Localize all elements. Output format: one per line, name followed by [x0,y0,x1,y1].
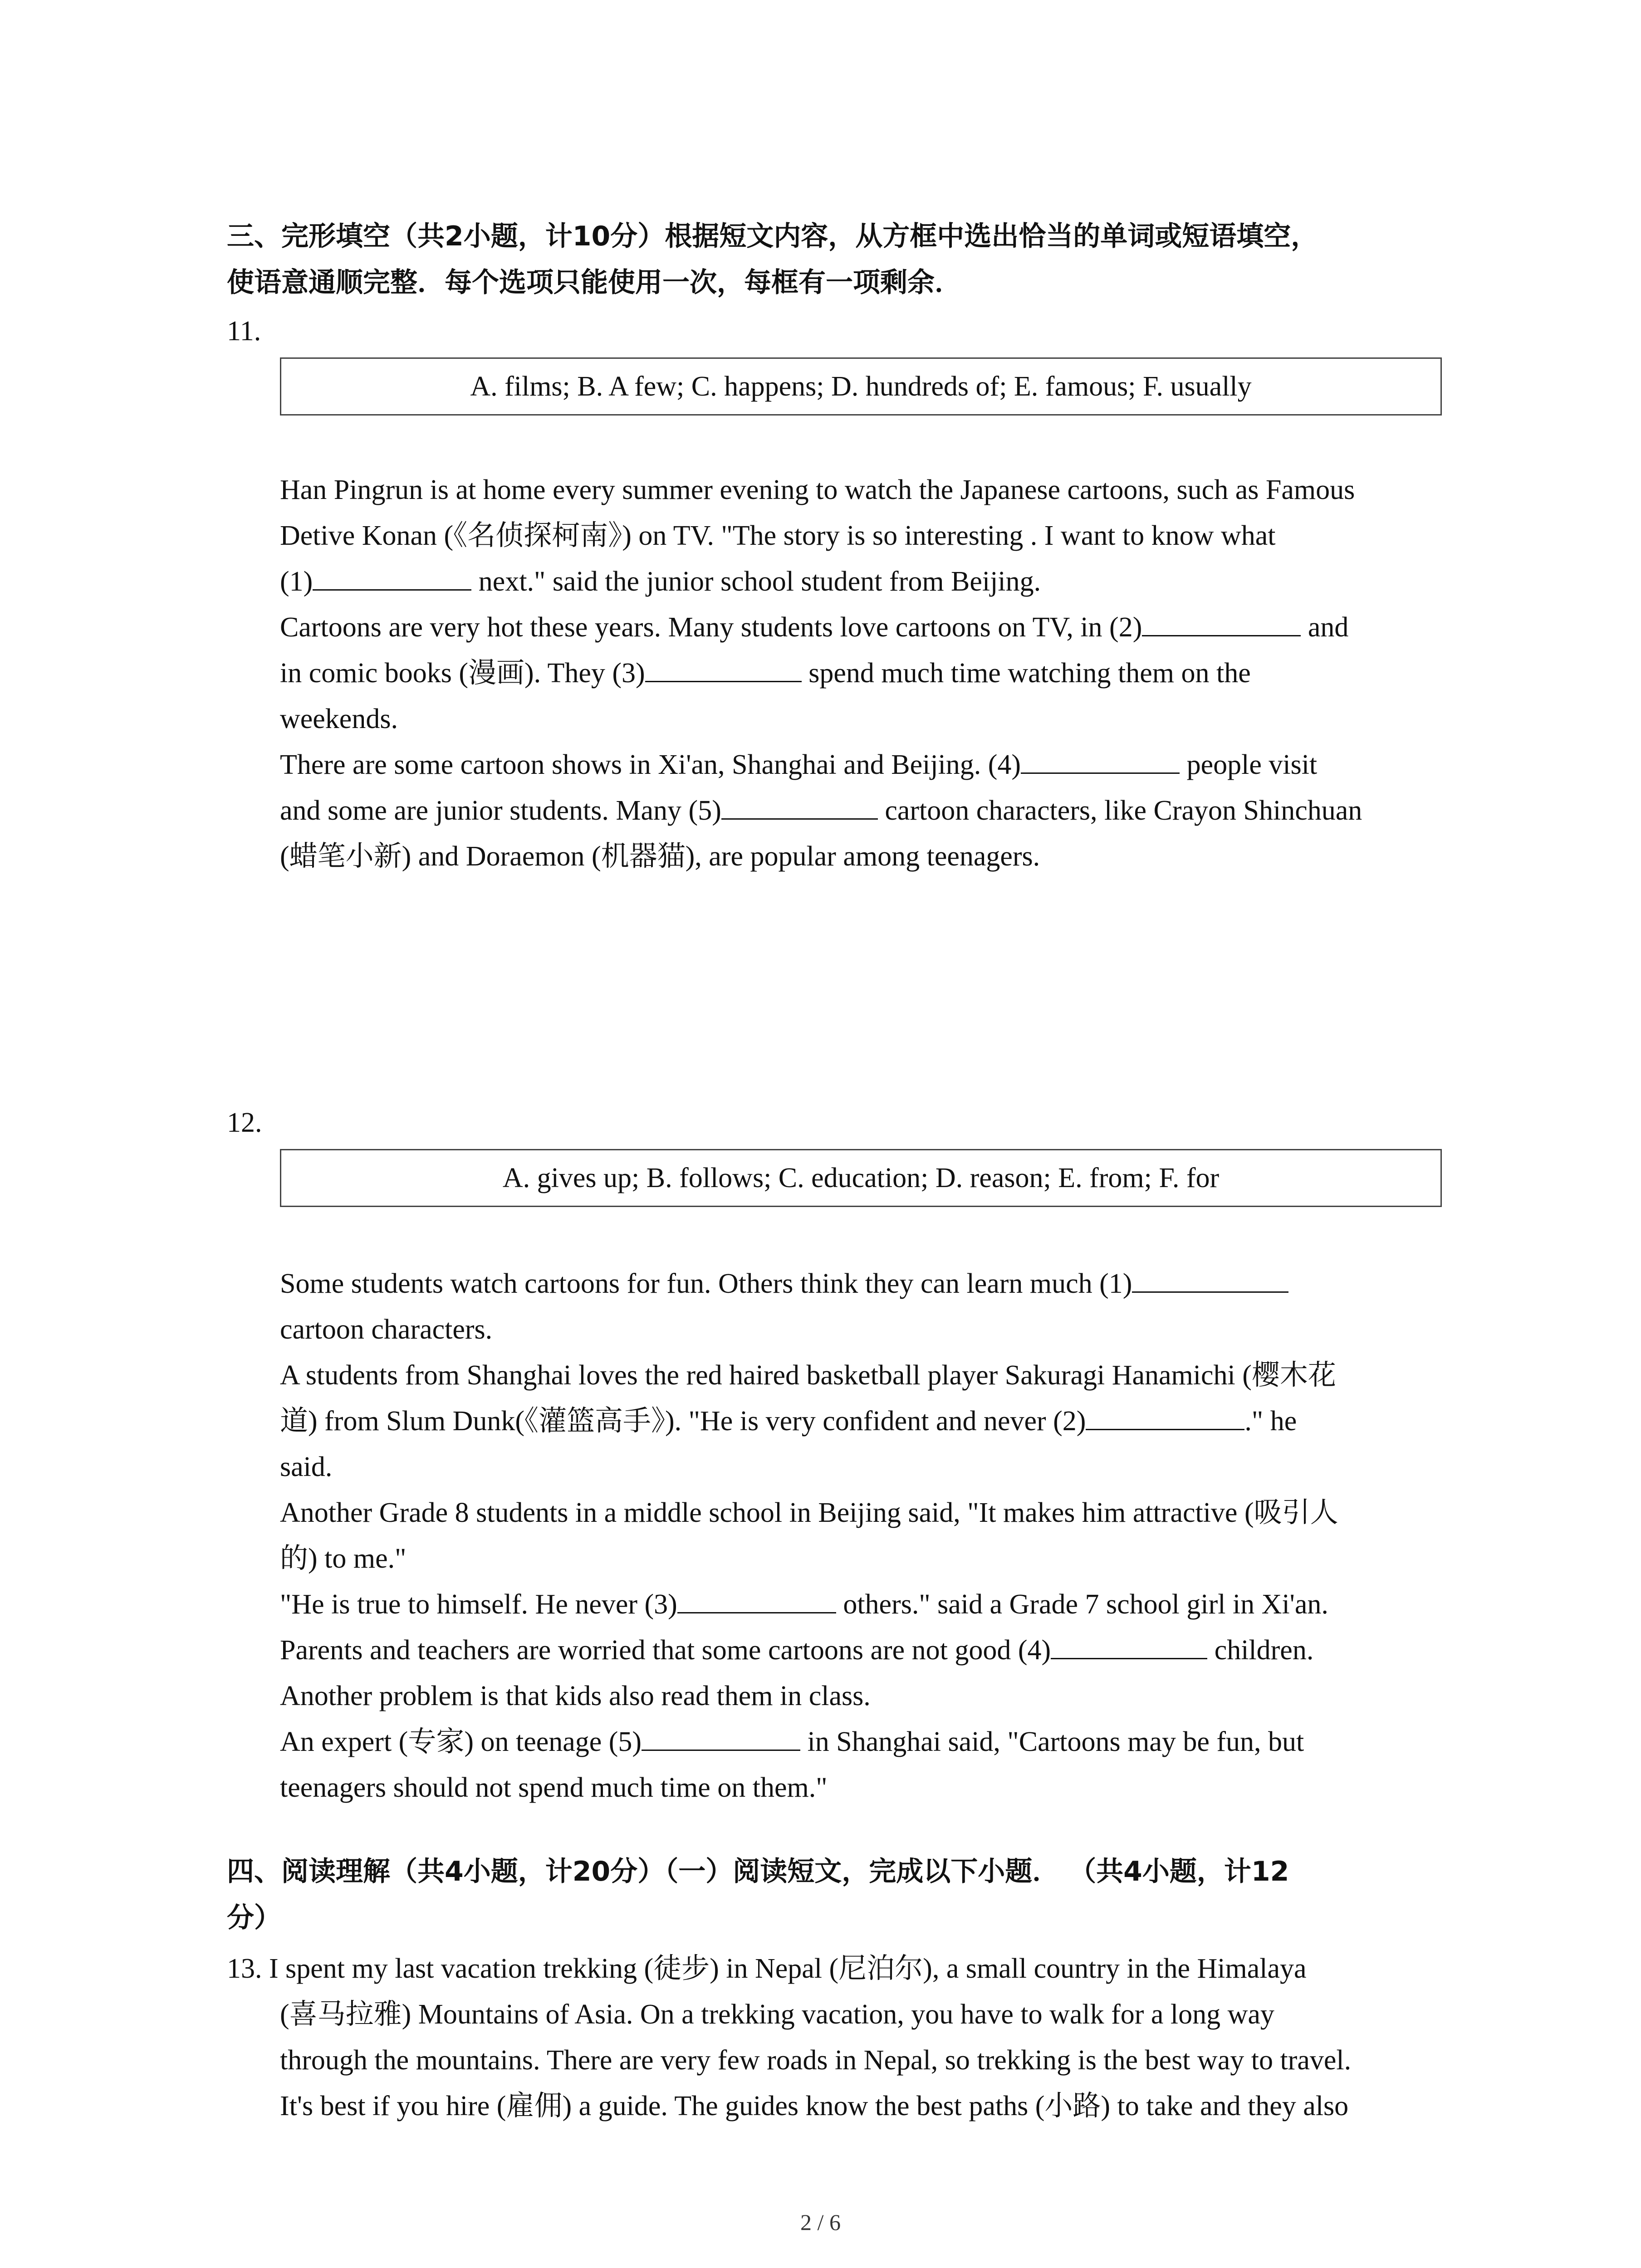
section-3-heading-line1: 三、完形填空（共2小题，计10分）根据短文内容，从方框中选出恰当的单词或短语填空， [227,220,1318,252]
answer-blank-2[interactable] [1086,1402,1244,1430]
passage-line: through the mountains. There are very few roads in Nepal, so trekking is the best way to travel. [280,2045,1352,2076]
question-12-number: 12. [227,1107,262,1138]
answer-blank-5[interactable] [642,1722,800,1751]
answer-blank-4[interactable] [1051,1631,1207,1659]
passage-line: 的) to me." [280,1543,407,1574]
passage-line: said. [280,1452,333,1482]
passage-line: Detive Konan (《名侦探柯南》) on TV. "The story is so interesting . I want to know what [280,520,1276,551]
passage-line: 13. I spent my last vacation trekking (徒步) in Nepal (尼泊尔), a small country in the Himalaya [227,1953,1307,1984]
passage-line: Some students watch cartoons for fun. Others think they can learn much (1) [280,1261,1460,1307]
section-3-heading [227,213,1452,306]
passage-line: and some are junior students. Many (5) cartoon characters, like Crayon Shinchuan [280,788,1460,834]
passage-line: "He is true to himself. He never (3) others." said a Grade 7 school girl in Xi'an. [280,1582,1460,1628]
passage-line: There are some cartoon shows in Xi'an, Shanghai and Beijing. (4) people visit [280,742,1460,788]
answer-blank-1[interactable] [313,562,471,591]
page-number: 2 / 6 [800,2209,841,2235]
question-13-passage [227,1946,1452,2129]
passage-line: Parents and teachers are worried that some cartoons are not good (4) children. [280,1628,1460,1673]
passage-line: Han Pingrun is at home every summer evening to watch the Japanese cartoons, such as Famous [280,474,1355,505]
answer-blank-3[interactable] [645,654,802,682]
answer-blank-2[interactable] [1142,608,1301,636]
passage-line: teenagers should not spend much time on them." [280,1772,828,1803]
answer-blank-1[interactable] [1132,1264,1288,1293]
passage-line: 道) from Slum Dunk(《灌篮高手》). "He is very confident and never (2) ." he [280,1398,1460,1444]
passage-line: (1) next." said the junior school student from Beijing. [280,559,1460,605]
question-11-passage [280,467,1460,880]
section-4-heading-line1: 四、阅读理解（共4小题，计20分）（一）阅读短文，完成以下小题． （共4小题，计12 [227,1856,1289,1887]
question-11-options-box: A. films; B. A few; C. happens; D. hundreds of; E. famous; F. usually [280,357,1442,415]
question-13-number: 13. [227,1953,262,1984]
passage-line: Another problem is that kids also read them in class. [280,1681,871,1711]
question-11-number: 11. [227,316,261,347]
answer-blank-5[interactable] [721,791,878,820]
passage-line: A students from Shanghai loves the red haired basketball player Sakuragi Hanamichi (樱木花 [280,1360,1336,1391]
question-12-passage [280,1261,1460,1811]
passage-line: Another Grade 8 students in a middle school in Beijing said, "It makes him attractive (吸引人 [280,1497,1338,1528]
question-12-options-box: A. gives up; B. follows; C. education; D. reason; E. from; F. for [280,1149,1442,1207]
passage-line: cartoon characters. [280,1314,493,1345]
section-4-heading-line2: 分） [227,1902,281,1934]
answer-blank-4[interactable] [1021,745,1180,774]
section-4-heading [227,1848,1452,1941]
passage-line: (蜡笔小新) and Doraemon (机器猫), are popular among teenagers. [280,841,1040,872]
passage-line: (喜马拉雅) Mountains of Asia. On a trekking vacation, you have to walk for a long way [280,1999,1274,2030]
passage-line: in comic books (漫画). They (3) spend much time watching them on the [280,650,1460,696]
section-3-heading-line2: 使语意通顺完整．每个选项只能使用一次，每框有一项剩余． [227,267,962,298]
passage-line: Cartoons are very hot these years. Many students love cartoons on TV, in (2) and [280,605,1460,650]
passage-line: weekends. [280,704,398,734]
answer-blank-3[interactable] [677,1585,836,1613]
passage-line: It's best if you hire (雇佣) a guide. The guides know the best paths (小路) to take and they also [280,2091,1349,2121]
passage-line: An expert (专家) on teenage (5) in Shanghai said, "Cartoons may be fun, but [280,1719,1460,1765]
